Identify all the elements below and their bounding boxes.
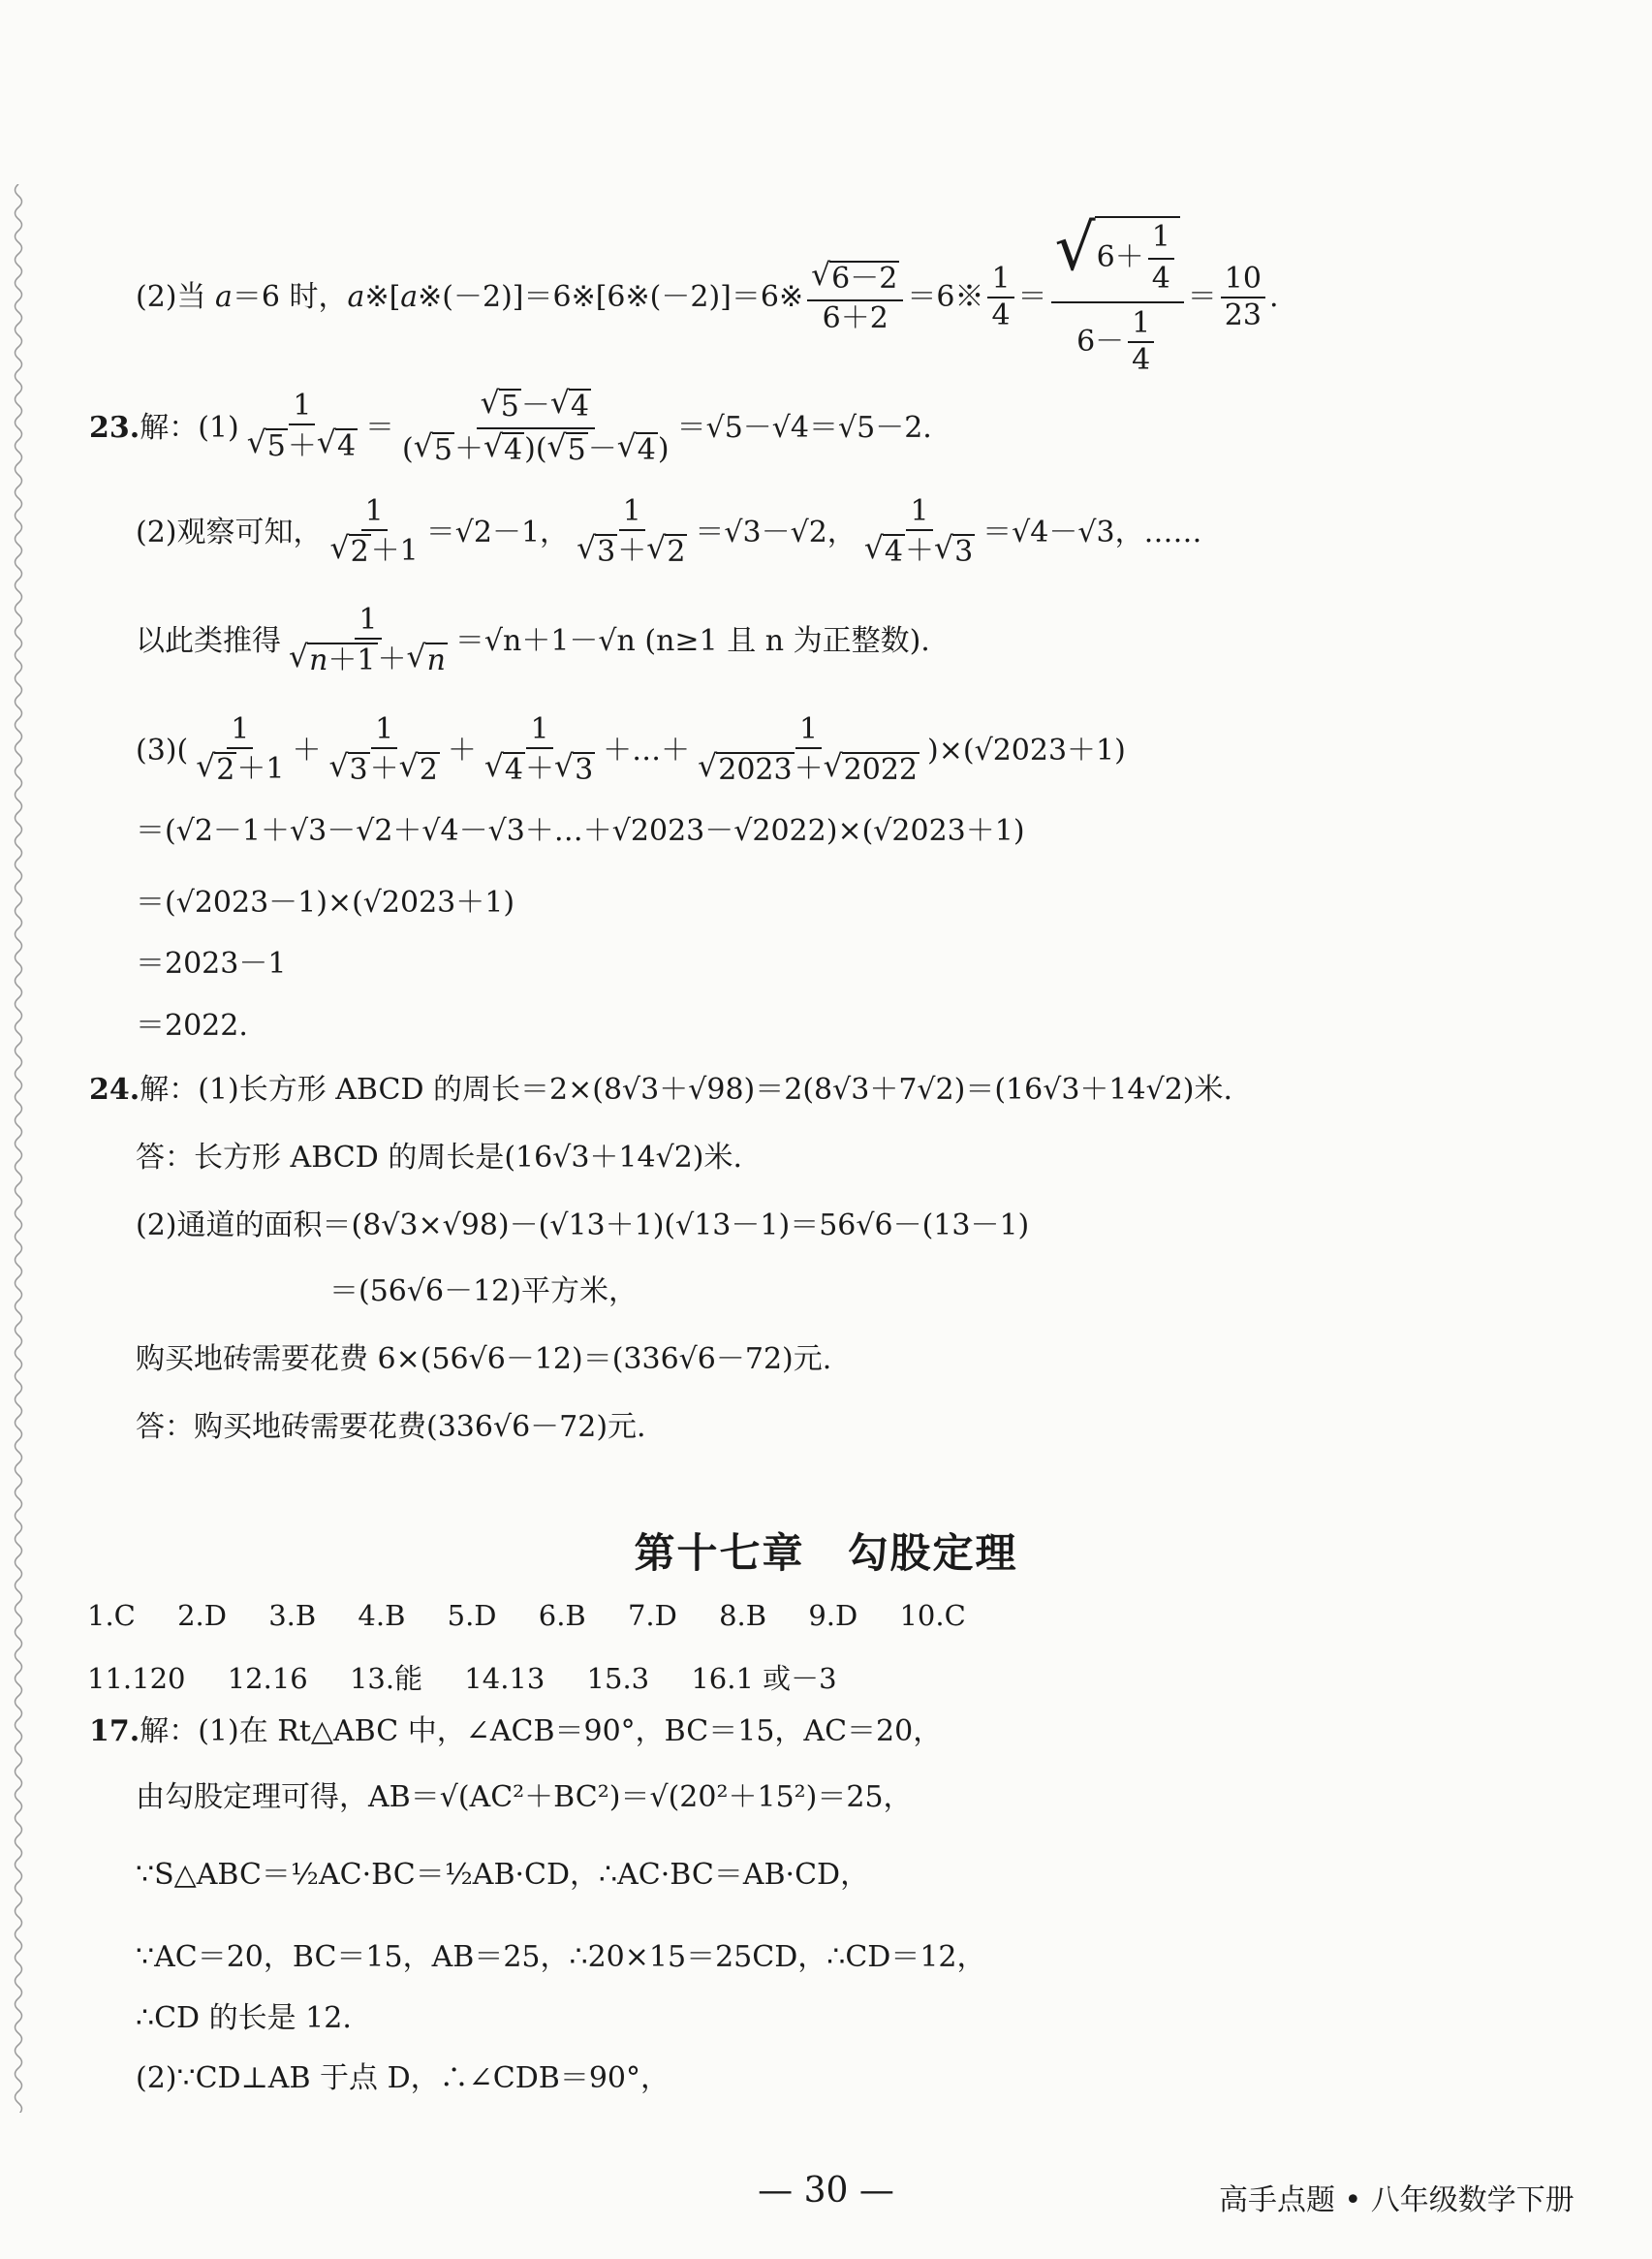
fraction: 10 23	[1221, 262, 1265, 333]
answer-item: 2.D	[177, 1599, 227, 1632]
book-title-footer: 高手点题 • 八年级数学下册	[1219, 2183, 1574, 2217]
answer-item: 14.13	[464, 1662, 545, 1695]
answer-item: 8.B	[719, 1599, 767, 1632]
q23-line-7: ＝2023－1	[136, 947, 287, 981]
q24-line-6: 答：购买地砖需要花费(336√6－72)元.	[136, 1410, 646, 1444]
page-number: — 30 —	[758, 2171, 894, 2211]
q23-line-8: ＝2022.	[136, 1009, 248, 1043]
q24-line-5: 购买地砖需要花费 6×(56√6－12)＝(336√6－72)元.	[136, 1342, 832, 1376]
q24-line-4: ＝(56√6－12)平方米，	[329, 1274, 638, 1308]
answer-row-1	[87, 1599, 999, 1632]
chapter-heading: 第十七章 勾股定理	[634, 1529, 1018, 1577]
answer-item: 7.D	[627, 1599, 677, 1632]
answer-item: 13.能	[349, 1662, 423, 1695]
answer-item: 16.1 或－3	[691, 1662, 837, 1695]
q17-line-3: ∵S△ABC＝½AC·BC＝½AB·CD，∴AC·BC＝AB·CD，	[136, 1858, 870, 1892]
answer-item: 9.D	[808, 1599, 858, 1632]
q17-line-4: ∵AC＝20，BC＝15，AB＝25，∴20×15＝25CD，∴CD＝12，	[136, 1940, 986, 1974]
fraction: √ 6＋ 1 4 6－ 1 4	[1051, 213, 1184, 381]
q23-line-1: 23. 解：(1) 1 √ 5 ＋ √ 4 ＝ √ 5 － √ 4 ( √ 5 ＋ √ 4 )( √ 5 － √ 4 ) ＝√5－√4＝√5－2.	[89, 386, 932, 467]
q17-line-6: (2)∵CD⊥AB 于点 D，∴∠CDB＝90°，	[136, 2061, 670, 2095]
q23-line-4: (3)( 1 √ 2 ＋1 ＋ 1 √ 3 ＋ √ 2 ＋ 1 √ 4 ＋ √ 3 ＋…＋ 1 √ 2023 ＋ √ 2022 )×(√2023＋1)	[136, 712, 1126, 787]
q24-line-2: 答：长方形 ABCD 的周长是(16√3＋14√2)米.	[136, 1141, 743, 1175]
q23-line-3: 以此类推得 1 √ n＋1 ＋ √ n ＝√n＋1－√n (n≥1 且 n 为正整数).	[136, 603, 930, 677]
fraction: √ 6－2 6＋2	[807, 258, 903, 336]
answer-item: 3.B	[268, 1599, 317, 1632]
answer-row-2	[87, 1657, 870, 1697]
q17-line-1: 17. 解：(1)在 Rt△ABC 中，∠ACB＝90°，BC＝15，AC＝20，	[89, 1714, 943, 1748]
q23-line-5: ＝(√2－1＋√3－√2＋√4－√3＋…＋√2023－√2022)×(√2023＋1)	[136, 814, 1025, 848]
answer-item: 15.3	[586, 1662, 650, 1695]
answer-item: 10.C	[899, 1599, 966, 1632]
answer-item: 1.C	[87, 1599, 136, 1632]
answer-item: 11.120	[87, 1662, 186, 1695]
answer-item: 4.B	[358, 1599, 406, 1632]
answer-item: 6.B	[538, 1599, 586, 1632]
q24-line-3: (2)通道的面积＝(8√3×√98)－(√13＋1)(√13－1)＝56√6－(13－1)	[136, 1208, 1030, 1242]
q17-line-2: 由勾股定理可得，AB＝√(AC²＋BC²)＝√(20²＋15²)＝25，	[136, 1780, 913, 1814]
q23-line-2: (2)观察可知， 1 √ 2 ＋1 ＝√2－1， 1 √ 3 ＋ √ 2 ＝√3－√2， 1 √ 4 ＋ √ 3 ＝√4－√3 ，……	[136, 494, 1202, 569]
q17-line-5: ∴CD 的长是 12.	[136, 2001, 352, 2035]
answer-item: 5.D	[447, 1599, 497, 1632]
q22-line: (2)当 a＝6 时，a※[a※(－2)]＝6※[6※(－2)]＝6※ √ 6－2 6＋2 ＝6※ 1 4 ＝ √ 6＋ 1 4 6－ 1 4 ＝ 10 23 .	[136, 213, 1279, 381]
fraction: 1 4	[987, 262, 1013, 333]
answer-item: 12.16	[227, 1662, 308, 1695]
q23-line-6: ＝(√2023－1)×(√2023＋1)	[136, 886, 515, 920]
torn-page-edge	[8, 184, 29, 2113]
q24-line-1: 24. 解：(1)长方形 ABCD 的周长＝2×(8√3＋√98)＝2(8√3＋7√2)＝(16√3＋14√2)米.	[89, 1073, 1233, 1107]
